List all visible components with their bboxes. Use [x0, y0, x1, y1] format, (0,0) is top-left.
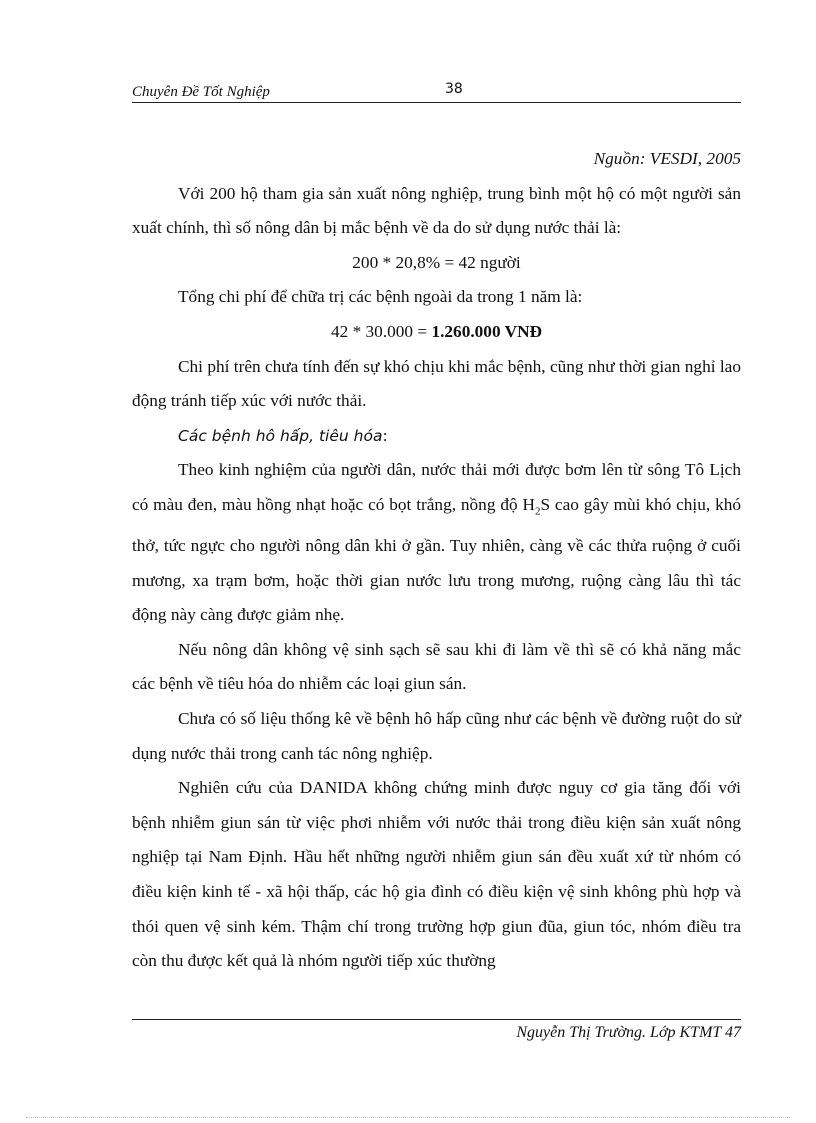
formula-line: 200 * 20,8% = 42 người [352, 252, 521, 272]
footer-divider [132, 1019, 741, 1020]
header-title: Chuyên Đề Tốt Nghiệp [132, 84, 270, 100]
formula-line [132, 315, 741, 350]
page-bottom-dotted-line [26, 1117, 790, 1118]
formula-result: 1.260.000 VNĐ [431, 321, 543, 341]
paragraph-text: Theo kinh nghiệm của người dân, nước thải mới được bơm lên từ sông Tô Lịch có màu đen, màu hồng nhạt hoặc có bọt trắng, nồng độ H [132, 460, 741, 514]
paragraph: Nếu nông dân không vệ sinh sạch sẽ sau khi đi làm về thì sẽ có khả năng mắc các bệnh về tiêu hóa do nhiễm các loại giun sán. [132, 639, 741, 694]
paragraph: Chi phí trên chưa tính đến sự khó chịu khi mắc bệnh, cũng như thời gian nghỉ lao động tránh tiếp xúc với nước thải. [132, 356, 741, 411]
document-body [132, 142, 741, 979]
paragraph: Với 200 hộ tham gia sản xuất nông nghiệp, trung bình một hộ có một người sản xuất chính, thì số nông dân bị mắc bệnh về da do sử dụng nước thải là: [132, 183, 741, 238]
paragraph: Nghiên cứu của DANIDA không chứng minh được nguy cơ gia tăng đối với bệnh nhiễm giun sán từ việc phơi nhiễm với nước thải trong điều kiện sản xuất nông nghiệp tại Nam Định. Hầu hết những người nhiễm giun sán đều xuất xứ từ nhóm có điều kiện kinh tế - xã hội thấp, các hộ gia đình có điều kiện vệ sinh không phù hợp và thói quen vệ sinh kém. Thậm chí trong trường hợp giun đũa, giun tóc, nhóm điều tra còn thu được kết quả là nhóm người tiếp xúc thường [132, 778, 741, 971]
page-header [132, 80, 741, 103]
section-subheading [132, 419, 741, 454]
subheading-text: Các bệnh hô hấp, tiêu hóa [178, 426, 383, 445]
subscript: 2 [534, 505, 541, 518]
subheading-colon: : [382, 426, 388, 445]
paragraph [132, 453, 741, 632]
paragraph-text: S cao gây mùi khó chịu, khó thở, tức ngực cho người nông dân khi ở gần. Tuy nhiên, càng về các thửa ruộng ở cuối mương, xa trạm bơm, hoặc thời gian nước lưu trong mương, ruộng càng lâu thì tác động này càng được giảm nhẹ. [132, 494, 741, 625]
page-footer: Nguyễn Thị Trường. Lớp KTMT 47 [516, 1024, 741, 1041]
paragraph: Chưa có số liệu thống kê về bệnh hô hấp cũng như các bệnh về đường ruột do sử dụng nước thải trong canh tác nông nghiệp. [132, 708, 741, 763]
paragraph: Tổng chi phí để chữa trị các bệnh ngoài da trong 1 năm là: [178, 287, 583, 307]
formula-prefix: 42 * 30.000 = [330, 321, 432, 341]
source-citation: Nguồn: VESDI, 2005 [593, 149, 741, 168]
page-number: 38 [445, 81, 463, 97]
